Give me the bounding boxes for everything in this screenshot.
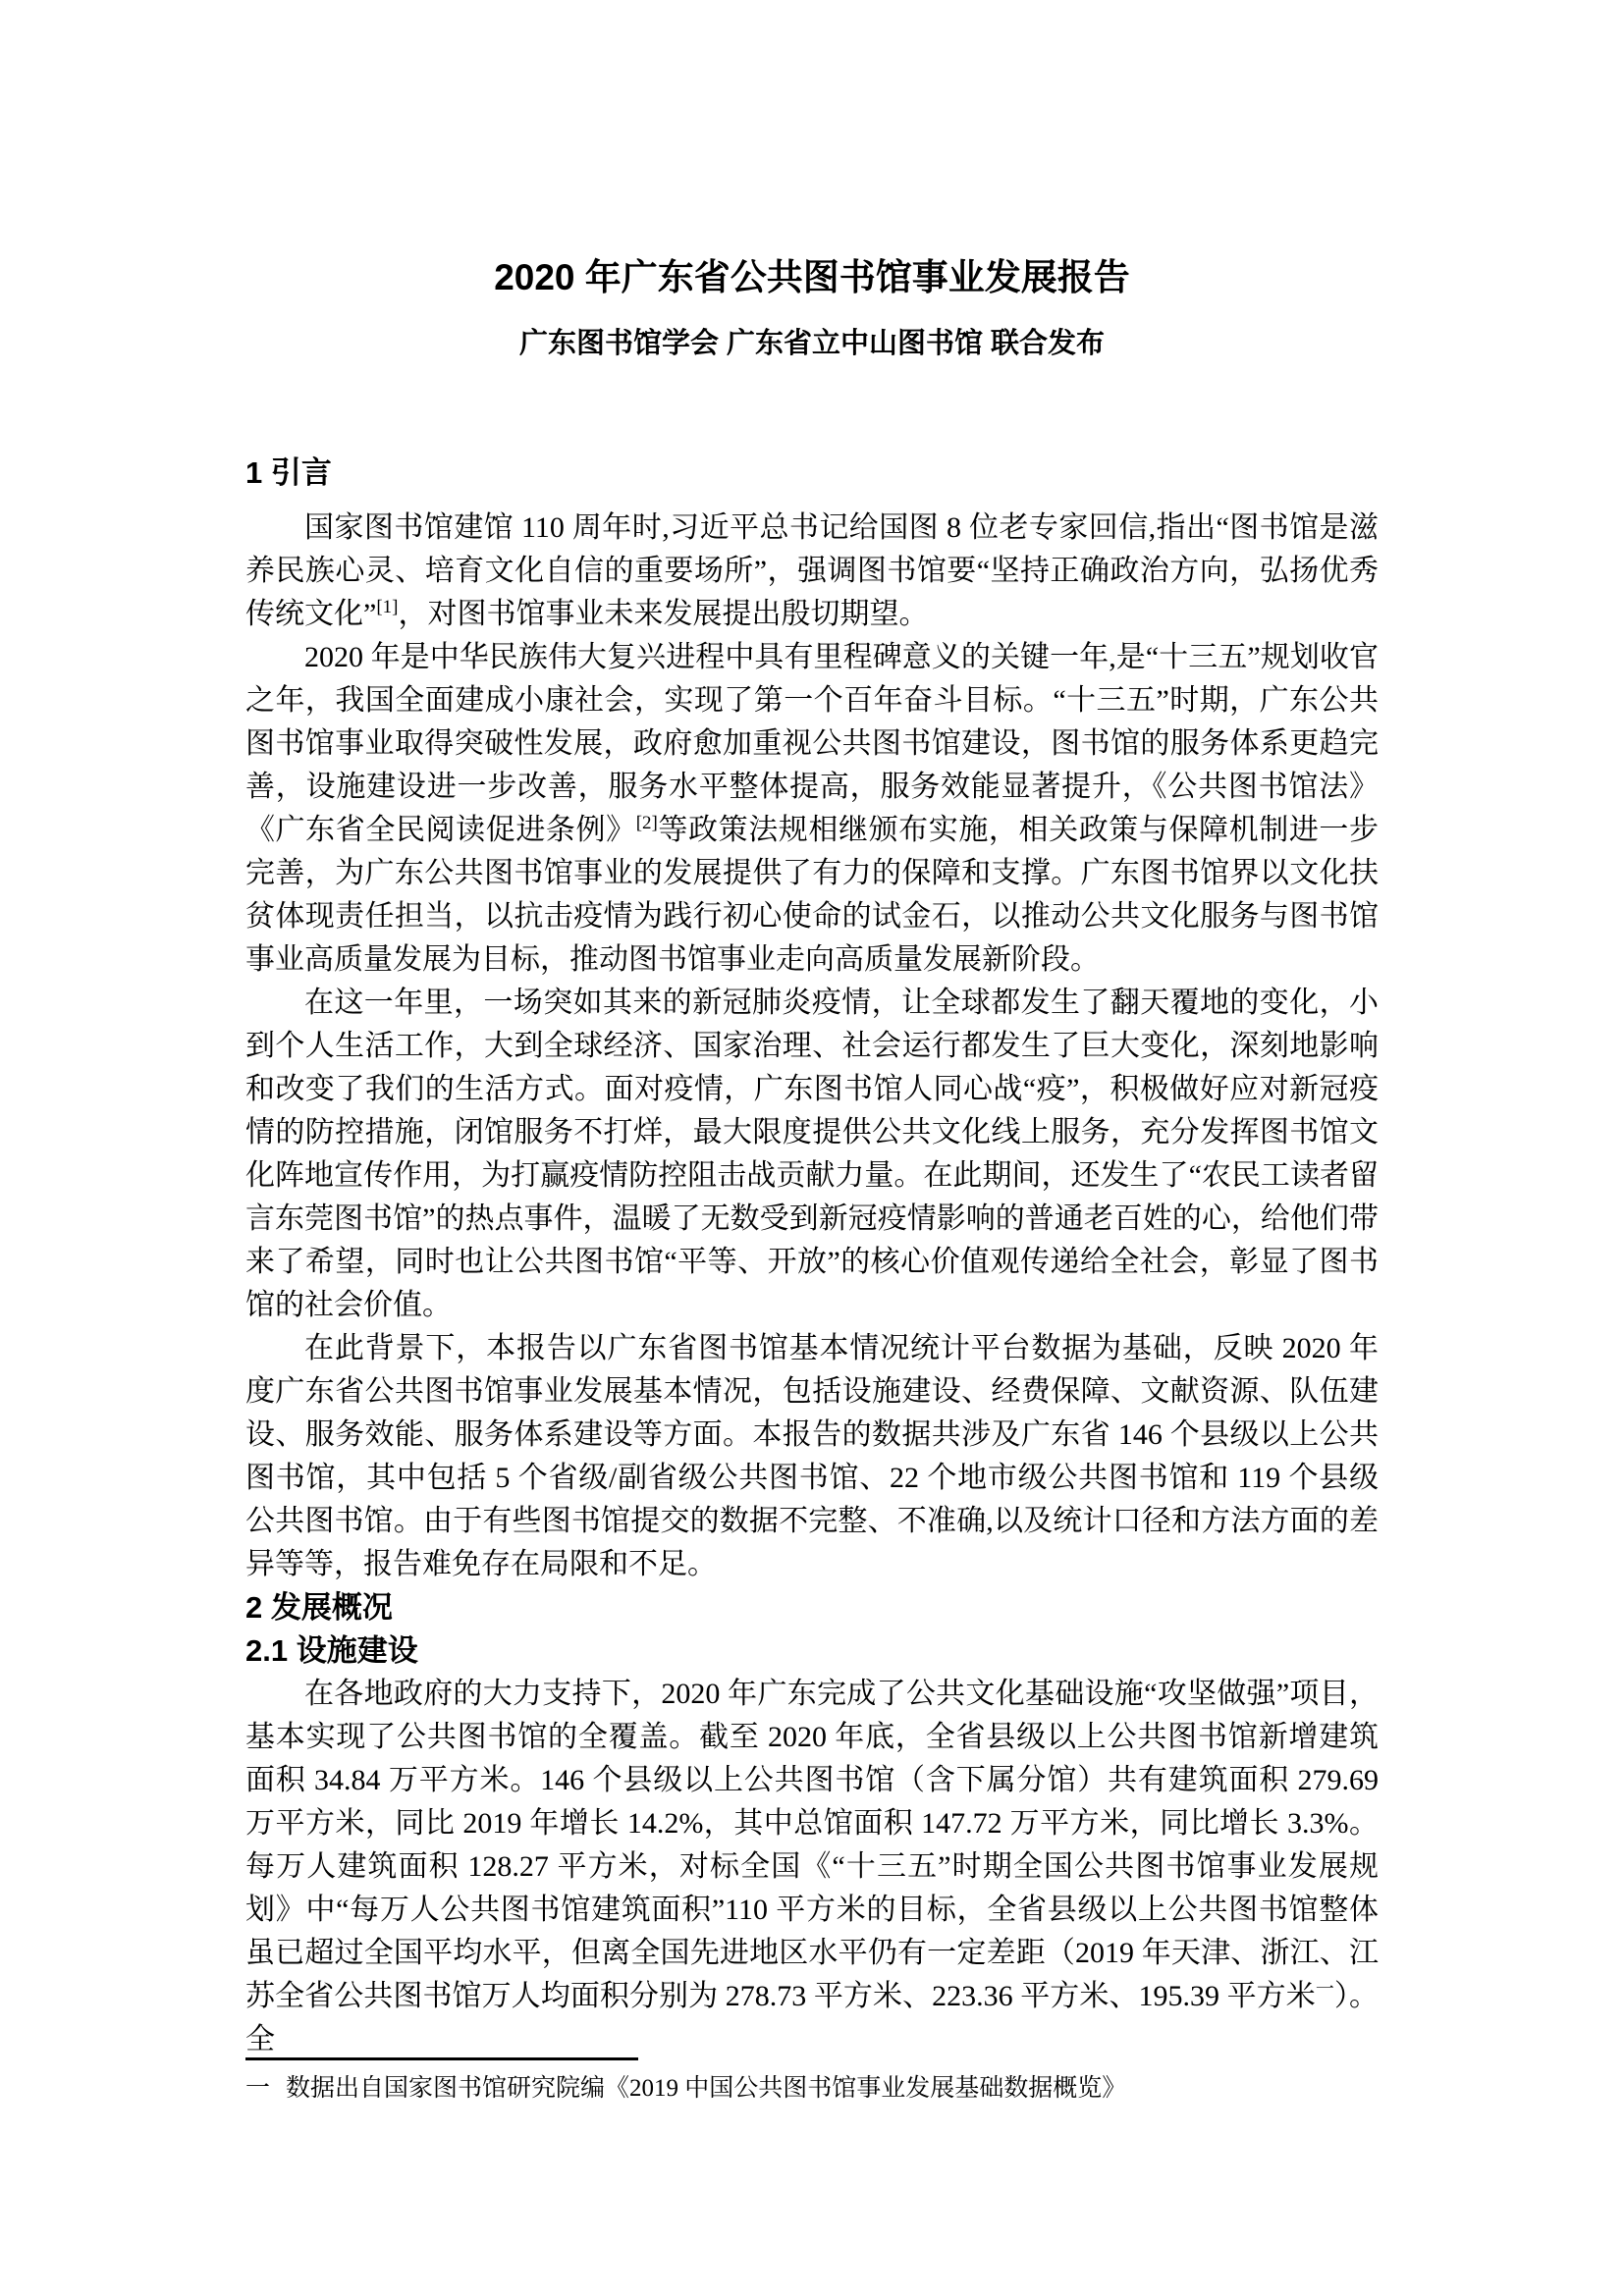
footnote-reference: [2] <box>635 813 658 833</box>
paragraph-intro-4: 在此背景下，本报告以广东省图书馆基本情况统计平台数据为基础，反映 2020 年度广东省公共图书馆事业发展基本情况，包括设施建设、经费保障、文献资源、队伍建设、服务效能、服务体系建设等方面。本报告的数据共涉及广东省 146 个县级以上公共图书馆，其中包括 5 个省级/副省级公共图书馆、22 个地市级公共图书馆和 119 个县级公共图书馆。由于有些图书馆提交的数据不完整、不准确,以及统计口径和方法方面的差异等等，报告难免存在局限和不足。 <box>245 1332 1379 1580</box>
paragraph-intro-3: 在这一年里，一场突如其来的新冠肺炎疫情，让全球都发生了翻天覆地的变化，小到个人生活工作，大到全球经济、国家治理、社会运行都发生了巨大变化，深刻地影响和改变了我们的生活方式。面对疫情，广东图书馆人同心战“疫”，积极做好应对新冠疫情的防控措施，闭馆服务不打烊，最大限度提供公共文化线上服务，充分发挥图书馆文化阵地宣传作用，为打赢疫情防控阻击战贡献力量。在此期间，还发生了“农民工读者留言东莞图书馆”的热点事件，温暖了无数受到新冠疫情影响的普通老百姓的心，给他们带来了希望，同时也让公共图书馆“平等、开放”的核心价值观传递给全社会，彰显了图书馆的社会价值。 <box>245 987 1379 1321</box>
paragraph-facilities-1: 在各地政府的大力支持下，2020 年广东完成了公共文化基础设施“攻坚做强”项目，基本实现了公共图书馆的全覆盖。截至 2020 年底，全省县级以上公共图书馆新增建筑面积 34.84 万平方米。146 个县级以上公共图书馆（含下属分馆）共有建筑面积 279.69 万平方米，同比 2019 年增长 14.2%，其中总馆面积 147.72 万平方米，同比增长 3.3%。每万人建筑面积 128.27 平方米，对标全国《“十三五”时期全国公共图书馆事业发展规划》中“每万人公共图书馆建筑面积”110 平方米的目标，全省县级以上公共图书馆整体虽已超过全国平均水平，但离全国先进地区水平仍有一定差距（2019 年天津、浙江、江苏全省公共图书馆万人均面积分别为 278.73 平方米、223.36 平方米、195.39 平方米$^一$）。全 <box>245 1678 1379 2056</box>
footnote-reference: 一 <box>1315 1979 1334 2000</box>
footnote-separator <box>245 2057 638 2060</box>
section-heading-introduction: 1 引言 <box>245 455 332 490</box>
document-title: 2020 年广东省公共图书馆事业发展报告 <box>494 257 1130 297</box>
section-heading-overview: 2 发展概况 <box>245 1590 393 1625</box>
footnote-area <box>245 2057 1379 2106</box>
document-subtitle: 广东图书馆学会 广东省立中山图书馆 联合发布 <box>518 328 1106 359</box>
section-heading-facilities: 2.1 设施建设 <box>245 1633 418 1668</box>
footnote-marker: 一 <box>245 2075 271 2102</box>
footnote-text: 数据出自国家图书馆研究院编《2019 中国公共图书馆事业发展基础数据概览》 <box>286 2075 1127 2102</box>
paragraph-intro-1: 国家图书馆建馆 110 周年时,习近平总书记给国图 8 位老专家回信,指出“图书馆是滋养民族心灵、培育文化自信的重要场所”，强调图书馆要“坚持正确政治方向，弘扬优秀传统文化”[1]，对图书馆事业未来发展提出殷切期望。 <box>245 511 1379 630</box>
footnote <box>245 2072 1379 2106</box>
footnote-reference: [1] <box>376 597 399 617</box>
paragraph-intro-2: 2020 年是中华民族伟大复兴进程中具有里程碑意义的关键一年,是“十三五”规划收官之年，我国全面建成小康社会，实现了第一个百年奋斗目标。“十三五”时期，广东公共图书馆事业取得突破性发展，政府愈加重视公共图书馆建设，图书馆的服务体系更趋完善，设施建设进一步改善，服务水平整体提高，服务效能显著提升，《公共图书馆法》《广东省全民阅读促进条例》[2]等政策法规相继颁布实施，相关政策与保障机制进一步完善，为广东公共图书馆事业的发展提供了有力的保障和支撑。广东图书馆界以文化扶贫体现责任担当，以抗击疫情为践行初心使命的试金石，以推动公共文化服务与图书馆事业高质量发展为目标，推动图书馆事业走向高质量发展新阶段。 <box>245 641 1380 976</box>
